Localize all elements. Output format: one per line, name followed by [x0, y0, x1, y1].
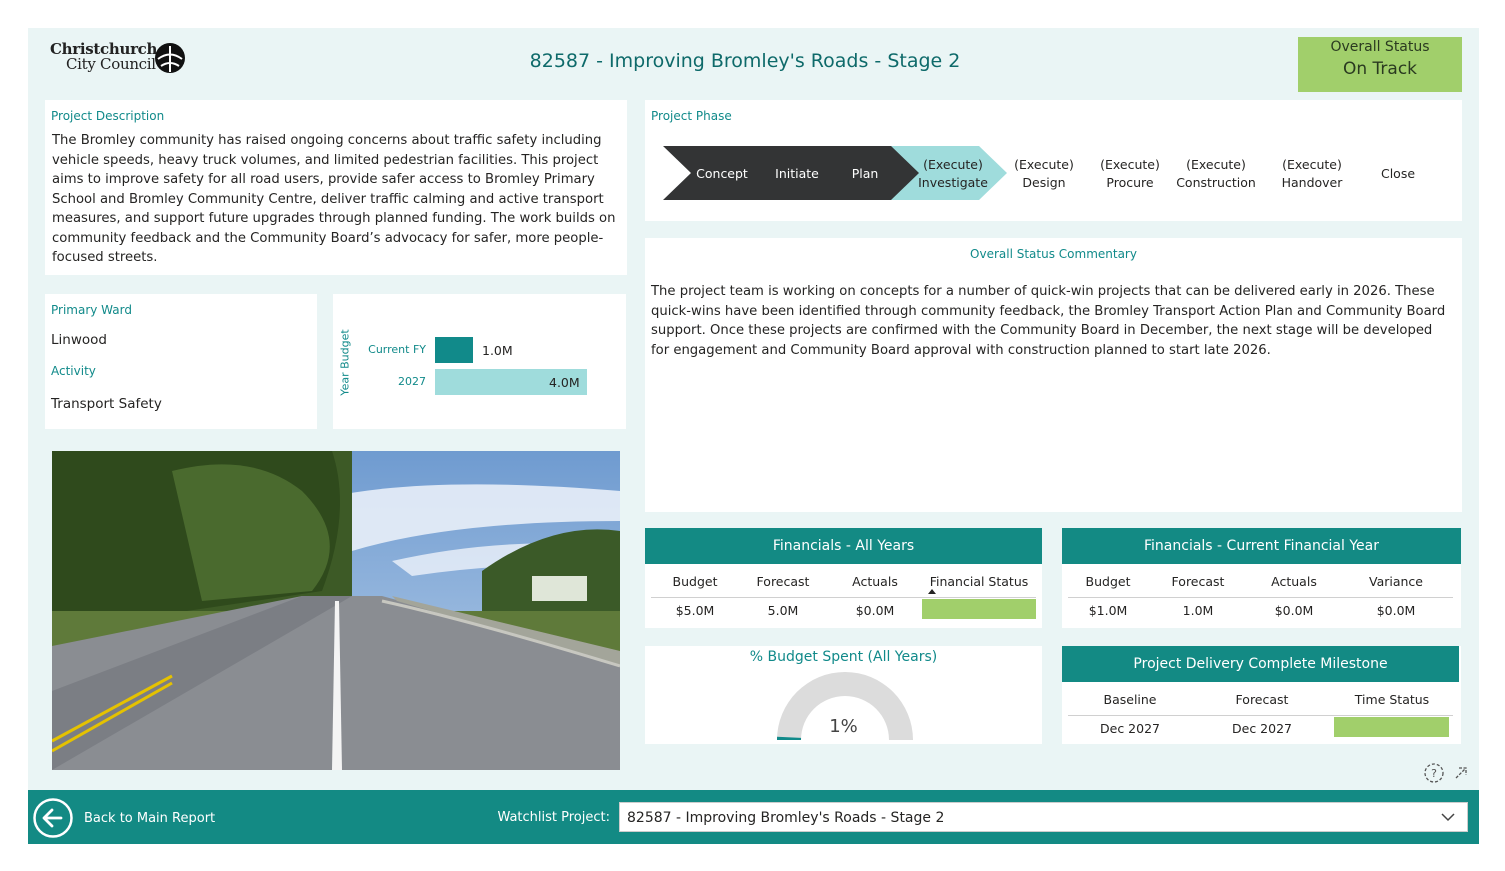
col-time-status: Time Status: [1354, 692, 1430, 707]
description-label: Project Description: [51, 109, 165, 123]
logo-emblem-icon: [153, 42, 187, 76]
col-actuals: Actuals: [1271, 574, 1317, 589]
chevron-down-icon: [1441, 812, 1455, 822]
bar-value: 4.0M: [549, 375, 580, 390]
council-logo: [50, 42, 190, 82]
project-description-card: [45, 100, 627, 275]
gauge-value: 1%: [829, 716, 858, 737]
col-forecast: Forecast: [756, 574, 810, 589]
project-photo: [52, 451, 620, 770]
commentary-text: The project team is working on concepts for a number of quick-win projects that can be delivered early in 2026. These quick-wins have been identified through community feedback, the Bromley Transport Action Plan and Community Board support. Once these projects are confirmed with the Community Board in December, the next stage will be developed for engagement and Community Board approval with construction planned to start late 2026.: [651, 284, 1446, 358]
phase-step-plan: Plan: [851, 166, 879, 181]
value-variance: $0.0M: [1376, 603, 1416, 618]
financials-all-years-title: Financials - All Years: [645, 528, 1042, 564]
phase-step-construction: [1172, 156, 1260, 192]
bar-current-fy: [435, 337, 473, 363]
watchlist-label: Watchlist Project:: [497, 810, 610, 825]
divider: [1068, 597, 1453, 598]
chart-axis-label: Year Budget: [338, 329, 352, 396]
milestone-title: Project Delivery Complete Milestone: [1062, 646, 1459, 682]
col-budget: Budget: [672, 574, 718, 589]
logo-line-2: City Council: [66, 55, 156, 73]
col-financial-status: Financial Status: [929, 574, 1029, 589]
bar-value: 1.0M: [482, 343, 513, 358]
phase-step-procure: [1091, 156, 1169, 192]
status-label: Overall Status: [1330, 39, 1430, 55]
phase-step-prefix: (Execute): [1186, 157, 1246, 172]
back-label: Back to Main Report: [84, 811, 216, 826]
description-text: The Bromley community has raised ongoing concerns about traffic safety including vehicle speeds, heavy truck volumes, and limited pedestrian facilities. This project aims to improve safety for all road users, provide safer access to Bromley Primary School and Bromley Community Centre, deliver traffic calming and active transport measures, and support future upgrades through planned funding. The work builds on community feedback and the Community Board’s advocacy for safer, more people-focused streets.: [52, 133, 616, 265]
value-budget: $5.0M: [675, 603, 715, 618]
activity-value: Transport Safety: [51, 396, 162, 412]
status-commentary-card: [645, 238, 1462, 512]
value-forecast: 1.0M: [1182, 603, 1214, 618]
value-budget: $1.0M: [1088, 603, 1128, 618]
watchlist-selected-value: 82587 - Improving Bromley's Roads - Stage 2: [627, 810, 945, 826]
value-actuals: $0.0M: [1274, 603, 1314, 618]
col-budget: Budget: [1085, 574, 1131, 589]
sort-arrow-icon: [928, 589, 936, 594]
phase-step-prefix: (Execute): [1100, 157, 1160, 172]
phase-step-close: Close: [1380, 166, 1416, 181]
bar-row-2027: [333, 368, 626, 394]
budget-spent-gauge-card: [645, 646, 1042, 744]
financials-current-year-title: Financials - Current Financial Year: [1062, 528, 1461, 564]
delivery-milestone-card: [1062, 646, 1461, 744]
value-baseline: Dec 2027: [1100, 721, 1160, 736]
page-title: 82587 - Improving Bromley's Roads - Stage 2: [529, 50, 961, 72]
overall-status-badge: [1298, 37, 1462, 92]
phase-step-name: Investigate: [918, 175, 988, 190]
phase-step-initiate: Initiate: [775, 166, 819, 181]
phase-step-name: Handover: [1281, 175, 1343, 190]
year-budget-chart: [333, 294, 626, 429]
phase-step-name: Design: [1022, 175, 1066, 190]
help-icon[interactable]: [1423, 762, 1445, 784]
back-to-main-report-button[interactable]: [32, 797, 216, 839]
phase-step-concept: Concept: [696, 166, 748, 181]
bar-label: Current FY: [368, 343, 426, 356]
value-actuals: $0.0M: [855, 603, 895, 618]
phase-step-name: Procure: [1106, 175, 1154, 190]
col-variance: Variance: [1369, 574, 1423, 589]
financials-current-year-card: [1062, 528, 1461, 628]
back-arrow-icon: [32, 797, 74, 839]
ward-card: [45, 294, 317, 429]
bar-row-current-fy: [333, 336, 626, 362]
gauge-title: % Budget Spent (All Years): [749, 649, 938, 665]
ward-label: Primary Ward: [51, 303, 132, 317]
time-status-indicator: [1334, 717, 1449, 737]
status-value: On Track: [1342, 59, 1418, 79]
phase-step-handover: [1272, 156, 1352, 192]
financial-status-indicator: [922, 599, 1036, 619]
phase-step-design: [1005, 156, 1083, 192]
phase-step-prefix: (Execute): [1282, 157, 1342, 172]
watchlist-project-select[interactable]: [619, 802, 1468, 832]
col-baseline: Baseline: [1103, 692, 1157, 707]
col-forecast: Forecast: [1171, 574, 1225, 589]
svg-text:?: ?: [1431, 767, 1437, 780]
bar-label: 2027: [398, 375, 426, 388]
col-actuals: Actuals: [852, 574, 898, 589]
commentary-label: Overall Status Commentary: [970, 247, 1137, 261]
phase-label: Project Phase: [651, 109, 732, 123]
value-forecast: Dec 2027: [1232, 721, 1292, 736]
divider: [651, 597, 1036, 598]
phase-step-prefix: (Execute): [923, 157, 983, 172]
col-forecast: Forecast: [1235, 692, 1289, 707]
project-phase-card: [645, 100, 1462, 221]
divider: [1068, 715, 1453, 716]
phase-step-name: Construction: [1176, 175, 1256, 190]
link-icon[interactable]: [1450, 762, 1472, 784]
phase-step-prefix: (Execute): [1014, 157, 1074, 172]
logo-line-1: Christchurch: [50, 40, 158, 58]
ward-value: Linwood: [51, 332, 107, 348]
phase-step-investigate: [913, 156, 993, 192]
activity-label: Activity: [51, 364, 96, 378]
value-forecast: 5.0M: [767, 603, 799, 618]
financials-all-years-card: [645, 528, 1042, 628]
